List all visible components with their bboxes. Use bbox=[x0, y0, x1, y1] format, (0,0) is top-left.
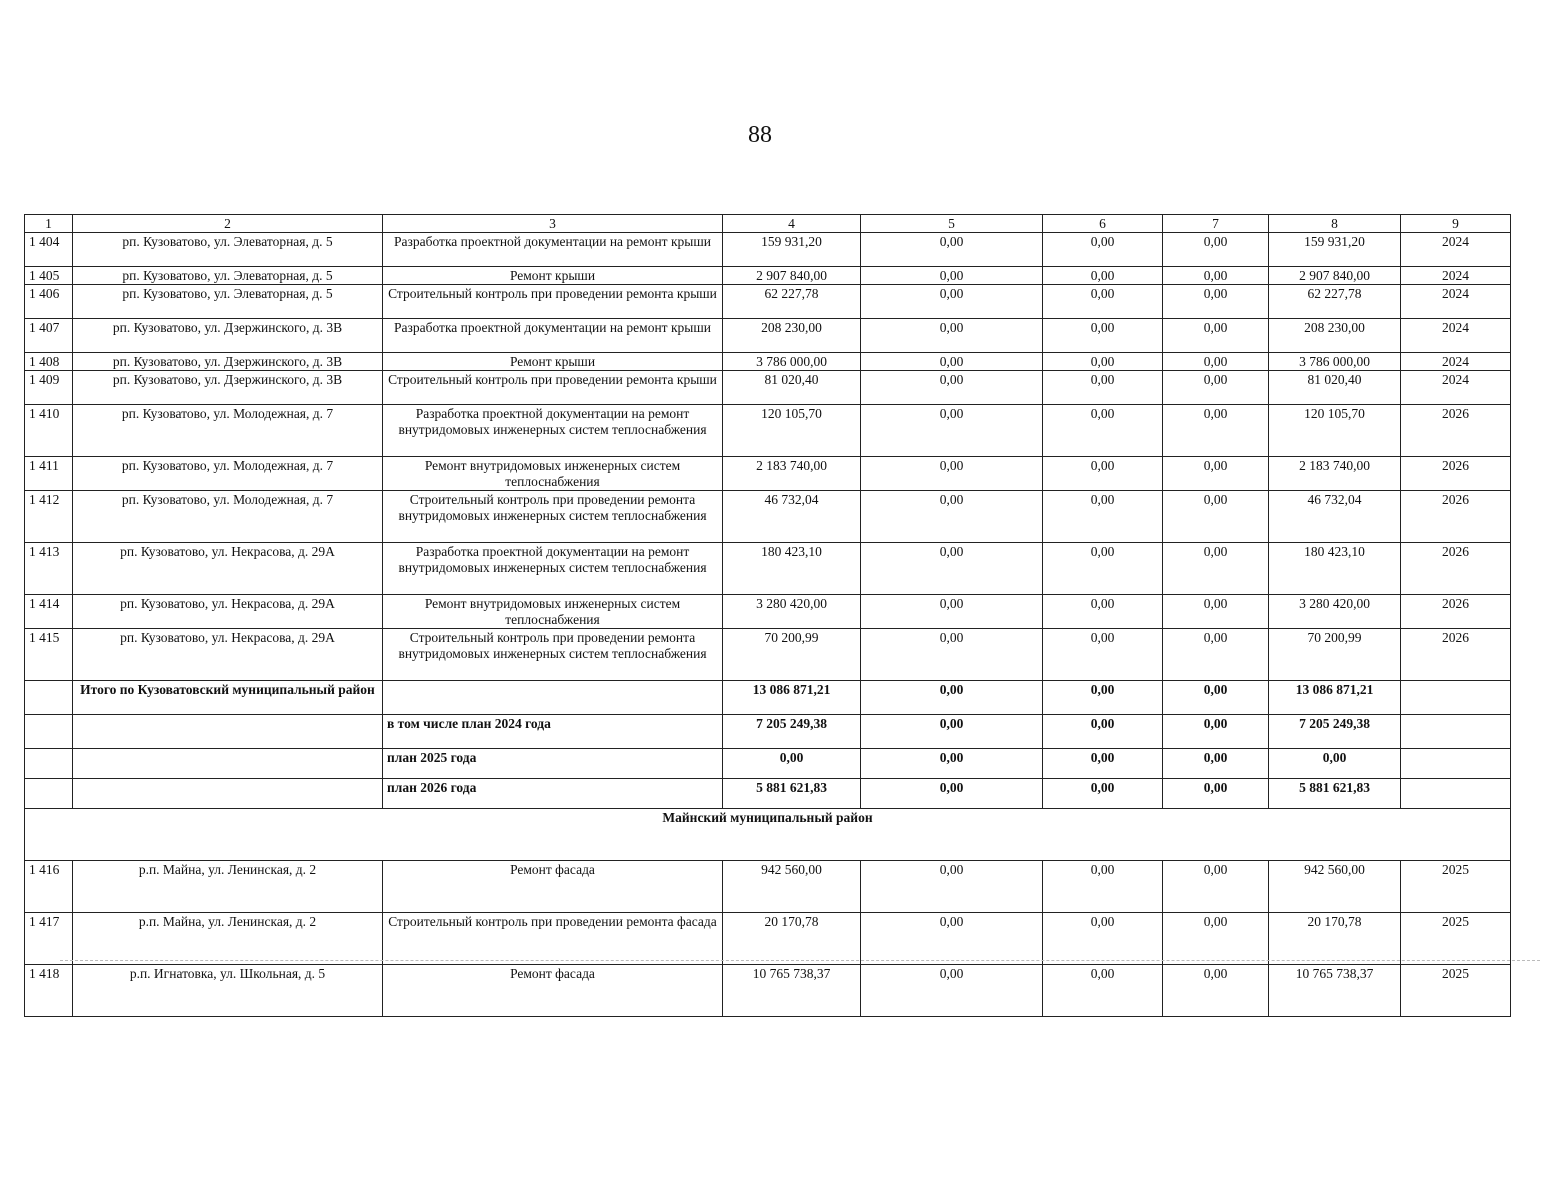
total-amount: 0,00 bbox=[1043, 749, 1163, 779]
address-cell: рп. Кузоватово, ул. Некрасова, д. 29А bbox=[73, 629, 383, 681]
amount-cell: 0,00 bbox=[1043, 543, 1163, 595]
year-cell-empty bbox=[1401, 681, 1511, 715]
row-number: 1 415 bbox=[25, 629, 73, 681]
amount-cell: 159 931,20 bbox=[723, 233, 861, 267]
year-cell: 2026 bbox=[1401, 629, 1511, 681]
amount-cell: 0,00 bbox=[1163, 491, 1269, 543]
year-cell: 2024 bbox=[1401, 319, 1511, 353]
amount-cell: 0,00 bbox=[1043, 965, 1163, 1017]
row-number: 1 418 bbox=[25, 965, 73, 1017]
total-amount: 0,00 bbox=[1269, 749, 1401, 779]
row-number: 1 416 bbox=[25, 861, 73, 913]
table-row bbox=[25, 457, 1511, 491]
amount-cell: 0,00 bbox=[1043, 353, 1163, 371]
total-row bbox=[25, 749, 1511, 779]
address-cell: рп. Кузоватово, ул. Элеваторная, д. 5 bbox=[73, 233, 383, 267]
amount-cell: 46 732,04 bbox=[1269, 491, 1401, 543]
amount-cell: 0,00 bbox=[1163, 233, 1269, 267]
scan-artifact-line bbox=[60, 960, 1540, 961]
repair-plan-table bbox=[24, 214, 1511, 1017]
total-amount: 0,00 bbox=[861, 749, 1043, 779]
amount-cell: 120 105,70 bbox=[1269, 405, 1401, 457]
amount-cell: 0,00 bbox=[861, 965, 1043, 1017]
amount-cell: 208 230,00 bbox=[723, 319, 861, 353]
year-cell-empty bbox=[1401, 749, 1511, 779]
work-type-cell: Ремонт крыши bbox=[383, 267, 723, 285]
column-header: 1 bbox=[25, 215, 73, 233]
table-row bbox=[25, 371, 1511, 405]
amount-cell: 0,00 bbox=[1043, 913, 1163, 965]
total-amount: 0,00 bbox=[1043, 715, 1163, 749]
total-label bbox=[73, 749, 383, 779]
total-amount: 0,00 bbox=[861, 681, 1043, 715]
amount-cell: 0,00 bbox=[1163, 285, 1269, 319]
year-cell-empty bbox=[1401, 779, 1511, 809]
table-row bbox=[25, 629, 1511, 681]
amount-cell: 942 560,00 bbox=[723, 861, 861, 913]
amount-cell: 0,00 bbox=[1043, 861, 1163, 913]
table-row bbox=[25, 267, 1511, 285]
table-row bbox=[25, 405, 1511, 457]
total-amount: 7 205 249,38 bbox=[723, 715, 861, 749]
amount-cell: 0,00 bbox=[861, 319, 1043, 353]
year-cell: 2024 bbox=[1401, 285, 1511, 319]
total-amount: 0,00 bbox=[861, 779, 1043, 809]
amount-cell: 20 170,78 bbox=[1269, 913, 1401, 965]
amount-cell: 0,00 bbox=[1163, 319, 1269, 353]
total-amount: 0,00 bbox=[1163, 779, 1269, 809]
total-amount: 5 881 621,83 bbox=[1269, 779, 1401, 809]
work-type-cell: Разработка проектной документации на ремонт крыши bbox=[383, 233, 723, 267]
address-cell: р.п. Майна, ул. Ленинская, д. 2 bbox=[73, 913, 383, 965]
plan-label: в том числе план 2024 года bbox=[383, 715, 723, 749]
total-amount: 13 086 871,21 bbox=[723, 681, 861, 715]
amount-cell: 0,00 bbox=[1163, 353, 1269, 371]
amount-cell: 0,00 bbox=[861, 405, 1043, 457]
plan-label bbox=[383, 681, 723, 715]
column-header: 8 bbox=[1269, 215, 1401, 233]
amount-cell: 0,00 bbox=[1163, 913, 1269, 965]
amount-cell: 0,00 bbox=[861, 457, 1043, 491]
amount-cell: 0,00 bbox=[861, 543, 1043, 595]
amount-cell: 180 423,10 bbox=[1269, 543, 1401, 595]
amount-cell: 0,00 bbox=[861, 491, 1043, 543]
amount-cell: 0,00 bbox=[1163, 629, 1269, 681]
row-number-empty bbox=[25, 681, 73, 715]
amount-cell: 0,00 bbox=[861, 371, 1043, 405]
row-number: 1 411 bbox=[25, 457, 73, 491]
table-row bbox=[25, 285, 1511, 319]
address-cell: р.п. Игнатовка, ул. Школьная, д. 5 bbox=[73, 965, 383, 1017]
year-cell: 2024 bbox=[1401, 233, 1511, 267]
table-row bbox=[25, 595, 1511, 629]
row-number: 1 417 bbox=[25, 913, 73, 965]
amount-cell: 0,00 bbox=[1043, 285, 1163, 319]
address-cell: рп. Кузоватово, ул. Элеваторная, д. 5 bbox=[73, 267, 383, 285]
amount-cell: 3 280 420,00 bbox=[723, 595, 861, 629]
total-amount: 0,00 bbox=[1163, 715, 1269, 749]
column-header: 5 bbox=[861, 215, 1043, 233]
amount-cell: 70 200,99 bbox=[1269, 629, 1401, 681]
table-row bbox=[25, 861, 1511, 913]
amount-cell: 120 105,70 bbox=[723, 405, 861, 457]
row-number: 1 409 bbox=[25, 371, 73, 405]
address-cell: рп. Кузоватово, ул. Элеваторная, д. 5 bbox=[73, 285, 383, 319]
column-header: 4 bbox=[723, 215, 861, 233]
amount-cell: 3 280 420,00 bbox=[1269, 595, 1401, 629]
work-type-cell: Ремонт фасада bbox=[383, 965, 723, 1017]
amount-cell: 0,00 bbox=[1163, 965, 1269, 1017]
amount-cell: 70 200,99 bbox=[723, 629, 861, 681]
amount-cell: 0,00 bbox=[1043, 491, 1163, 543]
amount-cell: 81 020,40 bbox=[1269, 371, 1401, 405]
row-number: 1 404 bbox=[25, 233, 73, 267]
year-cell: 2026 bbox=[1401, 457, 1511, 491]
total-label bbox=[73, 715, 383, 749]
section-title: Майнский муниципальный район bbox=[25, 809, 1511, 861]
table-row bbox=[25, 913, 1511, 965]
column-header: 9 bbox=[1401, 215, 1511, 233]
address-cell: рп. Кузоватово, ул. Молодежная, д. 7 bbox=[73, 457, 383, 491]
amount-cell: 0,00 bbox=[1043, 595, 1163, 629]
row-number: 1 412 bbox=[25, 491, 73, 543]
work-type-cell: Ремонт внутридомовых инженерных систем теплоснабжения bbox=[383, 457, 723, 491]
year-cell: 2026 bbox=[1401, 491, 1511, 543]
year-cell: 2025 bbox=[1401, 913, 1511, 965]
address-cell: рп. Кузоватово, ул. Молодежная, д. 7 bbox=[73, 491, 383, 543]
amount-cell: 0,00 bbox=[1043, 629, 1163, 681]
year-cell-empty bbox=[1401, 715, 1511, 749]
amount-cell: 0,00 bbox=[861, 233, 1043, 267]
total-amount: 0,00 bbox=[723, 749, 861, 779]
column-header: 3 bbox=[383, 215, 723, 233]
column-header: 7 bbox=[1163, 215, 1269, 233]
amount-cell: 180 423,10 bbox=[723, 543, 861, 595]
work-type-cell: Разработка проектной документации на ремонт крыши bbox=[383, 319, 723, 353]
row-number-empty bbox=[25, 715, 73, 749]
table-row bbox=[25, 353, 1511, 371]
amount-cell: 20 170,78 bbox=[723, 913, 861, 965]
amount-cell: 942 560,00 bbox=[1269, 861, 1401, 913]
amount-cell: 208 230,00 bbox=[1269, 319, 1401, 353]
total-row bbox=[25, 715, 1511, 749]
amount-cell: 0,00 bbox=[1163, 861, 1269, 913]
table-row bbox=[25, 543, 1511, 595]
amount-cell: 159 931,20 bbox=[1269, 233, 1401, 267]
total-amount: 5 881 621,83 bbox=[723, 779, 861, 809]
year-cell: 2026 bbox=[1401, 595, 1511, 629]
address-cell: р.п. Майна, ул. Ленинская, д. 2 bbox=[73, 861, 383, 913]
year-cell: 2024 bbox=[1401, 267, 1511, 285]
amount-cell: 46 732,04 bbox=[723, 491, 861, 543]
amount-cell: 0,00 bbox=[1163, 267, 1269, 285]
amount-cell: 0,00 bbox=[1163, 457, 1269, 491]
work-type-cell: Разработка проектной документации на ремонт внутридомовых инженерных систем теплоснабжения bbox=[383, 405, 723, 457]
work-type-cell: Ремонт крыши bbox=[383, 353, 723, 371]
amount-cell: 62 227,78 bbox=[1269, 285, 1401, 319]
section-header-row bbox=[25, 809, 1511, 861]
address-cell: рп. Кузоватово, ул. Некрасова, д. 29А bbox=[73, 543, 383, 595]
amount-cell: 0,00 bbox=[1043, 267, 1163, 285]
total-amount: 0,00 bbox=[1163, 749, 1269, 779]
amount-cell: 10 765 738,37 bbox=[723, 965, 861, 1017]
total-amount: 13 086 871,21 bbox=[1269, 681, 1401, 715]
amount-cell: 81 020,40 bbox=[723, 371, 861, 405]
total-amount: 0,00 bbox=[1163, 681, 1269, 715]
plan-label: план 2026 года bbox=[383, 779, 723, 809]
amount-cell: 0,00 bbox=[861, 861, 1043, 913]
row-number-empty bbox=[25, 749, 73, 779]
amount-cell: 0,00 bbox=[861, 267, 1043, 285]
amount-cell: 0,00 bbox=[1043, 457, 1163, 491]
year-cell: 2024 bbox=[1401, 353, 1511, 371]
work-type-cell: Строительный контроль при проведении ремонта внутридомовых инженерных систем теплоснабжения bbox=[383, 491, 723, 543]
total-label: Итого по Кузоватовский муниципальный район bbox=[73, 681, 383, 715]
total-row bbox=[25, 779, 1511, 809]
total-row bbox=[25, 681, 1511, 715]
amount-cell: 0,00 bbox=[1043, 319, 1163, 353]
amount-cell: 2 183 740,00 bbox=[1269, 457, 1401, 491]
amount-cell: 3 786 000,00 bbox=[723, 353, 861, 371]
amount-cell: 2 907 840,00 bbox=[723, 267, 861, 285]
amount-cell: 0,00 bbox=[1043, 233, 1163, 267]
row-number: 1 410 bbox=[25, 405, 73, 457]
year-cell: 2024 bbox=[1401, 371, 1511, 405]
total-amount: 0,00 bbox=[861, 715, 1043, 749]
page-number: 88 bbox=[748, 122, 772, 148]
work-type-cell: Ремонт фасада bbox=[383, 861, 723, 913]
work-type-cell: Строительный контроль при проведении ремонта крыши bbox=[383, 371, 723, 405]
total-amount: 7 205 249,38 bbox=[1269, 715, 1401, 749]
amount-cell: 0,00 bbox=[861, 629, 1043, 681]
row-number-empty bbox=[25, 779, 73, 809]
amount-cell: 0,00 bbox=[861, 595, 1043, 629]
row-number: 1 414 bbox=[25, 595, 73, 629]
amount-cell: 0,00 bbox=[861, 285, 1043, 319]
address-cell: рп. Кузоватово, ул. Некрасова, д. 29А bbox=[73, 595, 383, 629]
table-row bbox=[25, 233, 1511, 267]
work-type-cell: Ремонт внутридомовых инженерных систем теплоснабжения bbox=[383, 595, 723, 629]
amount-cell: 0,00 bbox=[1043, 371, 1163, 405]
address-cell: рп. Кузоватово, ул. Дзержинского, д. 3В bbox=[73, 371, 383, 405]
address-cell: рп. Кузоватово, ул. Дзержинского, д. 3В bbox=[73, 319, 383, 353]
total-amount: 0,00 bbox=[1043, 681, 1163, 715]
table-row bbox=[25, 319, 1511, 353]
amount-cell: 0,00 bbox=[861, 913, 1043, 965]
column-header-row bbox=[25, 215, 1511, 233]
plan-label: план 2025 года bbox=[383, 749, 723, 779]
year-cell: 2025 bbox=[1401, 861, 1511, 913]
amount-cell: 0,00 bbox=[1163, 595, 1269, 629]
work-type-cell: Строительный контроль при проведении ремонта фасада bbox=[383, 913, 723, 965]
amount-cell: 2 183 740,00 bbox=[723, 457, 861, 491]
column-header: 2 bbox=[73, 215, 383, 233]
row-number: 1 405 bbox=[25, 267, 73, 285]
row-number: 1 408 bbox=[25, 353, 73, 371]
table-row bbox=[25, 491, 1511, 543]
year-cell: 2025 bbox=[1401, 965, 1511, 1017]
work-type-cell: Строительный контроль при проведении ремонта крыши bbox=[383, 285, 723, 319]
year-cell: 2026 bbox=[1401, 543, 1511, 595]
amount-cell: 10 765 738,37 bbox=[1269, 965, 1401, 1017]
amount-cell: 0,00 bbox=[1163, 371, 1269, 405]
amount-cell: 0,00 bbox=[1043, 405, 1163, 457]
table-row bbox=[25, 965, 1511, 1017]
total-amount: 0,00 bbox=[1043, 779, 1163, 809]
row-number: 1 406 bbox=[25, 285, 73, 319]
table-body bbox=[25, 215, 1511, 1017]
row-number: 1 407 bbox=[25, 319, 73, 353]
amount-cell: 2 907 840,00 bbox=[1269, 267, 1401, 285]
address-cell: рп. Кузоватово, ул. Дзержинского, д. 3В bbox=[73, 353, 383, 371]
year-cell: 2026 bbox=[1401, 405, 1511, 457]
amount-cell: 0,00 bbox=[861, 353, 1043, 371]
amount-cell: 3 786 000,00 bbox=[1269, 353, 1401, 371]
amount-cell: 0,00 bbox=[1163, 405, 1269, 457]
row-number: 1 413 bbox=[25, 543, 73, 595]
amount-cell: 62 227,78 bbox=[723, 285, 861, 319]
amount-cell: 0,00 bbox=[1163, 543, 1269, 595]
total-label bbox=[73, 779, 383, 809]
address-cell: рп. Кузоватово, ул. Молодежная, д. 7 bbox=[73, 405, 383, 457]
work-type-cell: Разработка проектной документации на ремонт внутридомовых инженерных систем теплоснабжения bbox=[383, 543, 723, 595]
column-header: 6 bbox=[1043, 215, 1163, 233]
work-type-cell: Строительный контроль при проведении ремонта внутридомовых инженерных систем теплоснабжения bbox=[383, 629, 723, 681]
